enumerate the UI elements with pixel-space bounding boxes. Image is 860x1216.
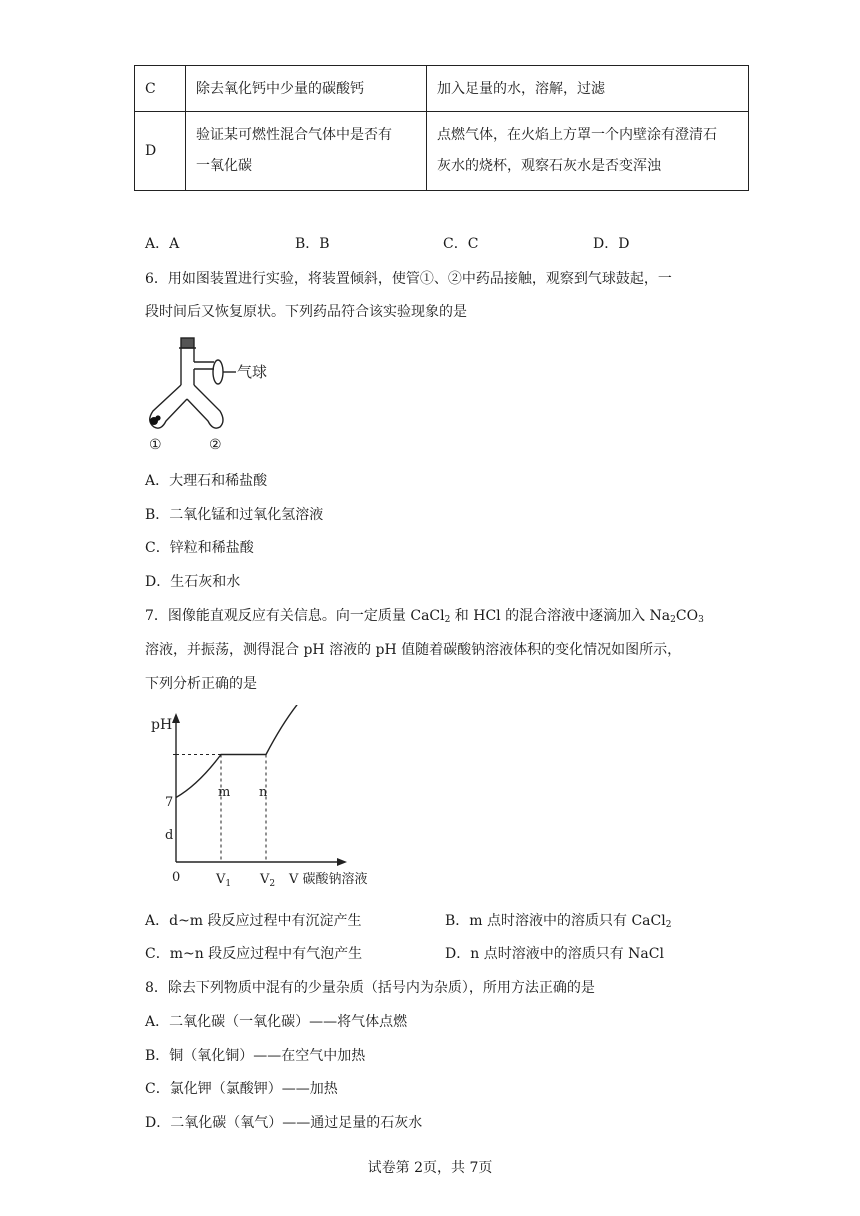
ph-curve-chart — [145, 705, 390, 895]
row-purpose: 除去氧化钙中少量的碳酸钙 — [186, 66, 427, 112]
q7-stem-line3: 下列分析正确的是 — [145, 676, 257, 692]
row-key: D — [135, 112, 186, 191]
subscript: 2 — [665, 920, 672, 930]
q6-option-a: A．大理石和稀盐酸 — [145, 473, 268, 489]
q7-option-c: C．m~n 段反应过程中有气泡产生 — [145, 946, 363, 962]
q6-option-d: D．生石灰和水 — [145, 574, 241, 590]
tube-1-label: ① — [149, 437, 162, 453]
y-axis-arrow — [172, 713, 180, 723]
q7-stem-part: 7．图像能直观反应有关信息。向一定质量 CaCl — [145, 608, 445, 624]
row-method-line2: 灰水的烧杯，观察石灰水是否变浑浊 — [437, 158, 661, 174]
q5-option-c: C．C — [443, 236, 479, 252]
q7-stem-part: 和 HCl 的混合溶液中逐滴加入 Na — [450, 608, 671, 624]
x-axis-label: V 碳酸钠溶液 — [289, 872, 368, 887]
q8-option-c: C．氯化钾（氯酸钾）——加热 — [145, 1081, 338, 1097]
q6-stem-line1: 6．用如图装置进行实验，将装置倾斜，使管①、②中药品接触，观察到气球鼓起，一 — [145, 271, 672, 287]
row-purpose-line2: 一氧化碳 — [196, 158, 252, 174]
q7-option-b-text: B．m 点时溶液中的溶质只有 CaCl — [445, 913, 666, 929]
q8-option-a: A．二氧化碳（一氧化碳）——将气体点燃 — [145, 1014, 408, 1030]
ph-series-line — [176, 705, 302, 798]
row-method-line1: 点燃气体，在火焰上方罩一个内壁涂有澄清石 — [437, 127, 717, 143]
row-purpose — [186, 112, 427, 191]
q6-option-b: B．二氧化锰和过氧化氢溶液 — [145, 507, 324, 523]
y-tick-label-7: 7 — [165, 795, 174, 810]
page-footer: 试卷第 2页，共 7页 — [367, 1160, 493, 1176]
table-row — [135, 66, 749, 112]
balloon-label: 气球 — [237, 363, 268, 381]
q7-option-a: A．d~m 段反应过程中有沉淀产生 — [145, 913, 362, 929]
q8-option-b: B．铜（氧化铜）——在空气中加热 — [145, 1048, 366, 1064]
options-table — [134, 65, 749, 191]
q7-stem-line2: 溶液，并振荡，测得混合 pH 溶液的 pH 值随着碳酸钠溶液体积的变化情况如图所示， — [145, 642, 682, 658]
tube-2-label: ② — [209, 437, 222, 453]
q7-option-d: D．n 点时溶液中的溶质只有 NaCl — [445, 946, 664, 962]
row-method — [427, 112, 749, 191]
q8-option-d: D．二氧化碳（氧气）——通过足量的石灰水 — [145, 1115, 423, 1131]
q8-stem: 8．除去下列物质中混有的少量杂质（括号内为杂质），所用方法正确的是 — [145, 980, 595, 996]
row-purpose-line1: 验证某可燃性混合气体中是否有 — [196, 127, 392, 143]
y-axis-label: pH — [151, 717, 173, 733]
q5-option-a: A．A — [145, 236, 180, 252]
x-tick-label-v1: $V_1$ — [216, 872, 232, 889]
q7-stem-part: CO — [675, 608, 699, 624]
point-n-label: n — [259, 785, 268, 800]
origin-label: 0 — [172, 870, 181, 885]
q5-option-d: D．D — [593, 236, 630, 252]
subscript: 2 — [444, 615, 451, 625]
y-tick-label-d: d — [165, 828, 174, 843]
row-method: 加入足量的水，溶解，过滤 — [427, 66, 749, 112]
q7-option-b — [445, 910, 671, 930]
point-m-label: m — [218, 785, 231, 800]
subscript: 2 — [670, 615, 676, 625]
q5-option-b: B．B — [295, 236, 330, 252]
q6-option-c: C．锌粒和稀盐酸 — [145, 540, 254, 556]
q7-stem-line1 — [145, 605, 704, 625]
subscript: 3 — [698, 615, 704, 625]
tube-1-reagent — [155, 415, 160, 420]
y-tube-apparatus-figure — [140, 335, 280, 455]
x-axis-arrow — [337, 858, 347, 866]
table-row — [135, 112, 749, 191]
x-tick-label-v2: $V_2$ — [260, 872, 276, 889]
q6-stem-line2: 段时间后又恢复原状。下列药品符合该实验现象的是 — [145, 304, 467, 320]
row-key: C — [135, 66, 186, 112]
